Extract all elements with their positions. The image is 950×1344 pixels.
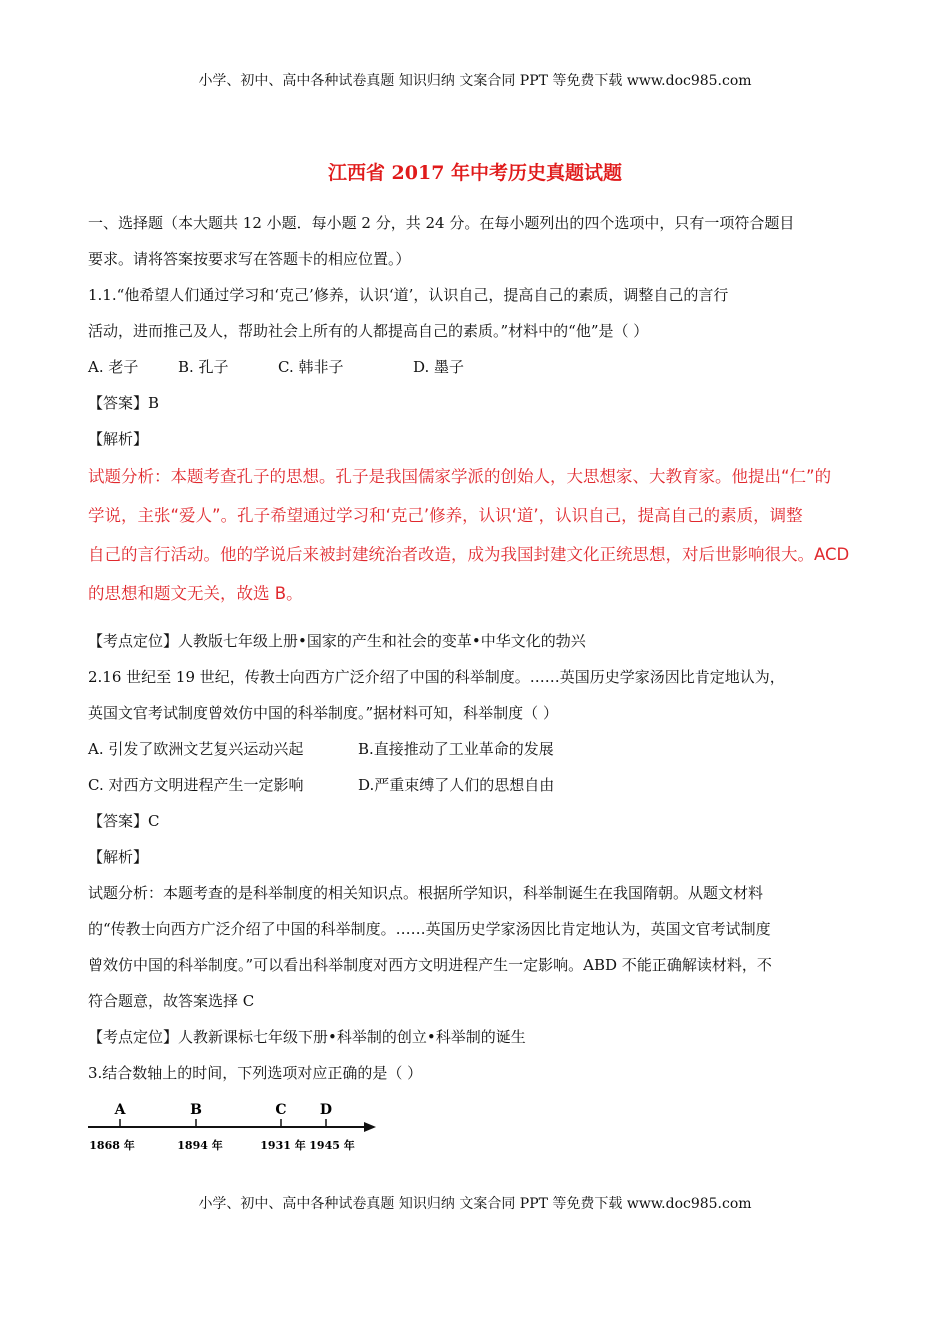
- q2-point: 【考点定位】人教新课标七年级下册•科举制的创立•科举制的诞生: [88, 1028, 526, 1046]
- q1-answer: 【答案】B: [88, 394, 160, 412]
- section-intro-line-1: 一、选择题（本大题共 12 小题．每小题 2 分，共 24 分。在每小题列出的四个选项中，只有一项符合题目: [88, 214, 795, 232]
- q1-stem-line-1: 1.1.“他希望人们通过学习和‘克己’修养，认识‘道’，认识自己，提高自己的素质，调整自己的言行: [88, 286, 729, 304]
- timeline-arrow-icon: [364, 1122, 376, 1132]
- page-footer: 小学、初中、高中各种试卷真题 知识归纳 文案合同 PPT 等免费下载 www.doc985.com: [198, 1196, 752, 1212]
- timeline-letter-b: B: [190, 1102, 202, 1118]
- q2-analysis-line-2: 的“传教士向西方广泛介绍了中国的科举制度。……英国历史学家汤因比肯定地认为，英国文官考试制度: [88, 920, 771, 938]
- page-header: 小学、初中、高中各种试卷真题 知识归纳 文案合同 PPT 等免费下载 www.doc985.com: [198, 73, 752, 89]
- q2-analysis-label: 【解析】: [88, 848, 149, 866]
- q1-option-c: C. 韩非子: [278, 358, 344, 376]
- q1-point: 【考点定位】人教版七年级上册•国家的产生和社会的变革•中华文化的勃兴: [88, 632, 586, 650]
- timeline-year-1931: 1931 年: [260, 1139, 306, 1152]
- q2-analysis-line-1: 试题分析：本题考查的是科举制度的相关知识点。根据所学知识，科举制诞生在我国隋朝。从题文材料: [88, 884, 764, 902]
- q1-analysis-line-1: 试题分析：本题考查孔子的思想。孔子是我国儒家学派的创始人，大思想家、大教育家。他提出“仁”的: [88, 467, 832, 486]
- q1-stem-line-2: 活动，进而推己及人，帮助社会上所有的人都提高自己的素质。”材料中的“他”是（ ）: [88, 322, 649, 340]
- q1-option-a: A. 老子: [88, 358, 139, 376]
- q1-analysis-line-2: 学说，主张“爱人”。孔子希望通过学习和‘克己’修养，认识‘道’，认识自己，提高自己的素质，调整: [88, 506, 803, 525]
- document-title: 江西省 2017 年中考历史真题试题: [327, 162, 623, 184]
- q1-analysis-label: 【解析】: [88, 430, 149, 448]
- q2-option-d: D.严重束缚了人们的思想自由: [358, 776, 555, 794]
- q2-option-c: C. 对西方文明进程产生一定影响: [88, 776, 304, 794]
- q1-option-d: D. 墨子: [413, 358, 465, 376]
- timeline-year-1945: 1945 年: [309, 1139, 355, 1152]
- timeline-year-1868: 1868 年: [89, 1139, 135, 1152]
- document-body: [88, 205, 863, 1161]
- q2-option-a: A. 引发了欧洲文艺复兴运动兴起: [88, 740, 304, 758]
- timeline-letter-d: D: [319, 1102, 333, 1118]
- q1-analysis-line-3: 自己的言行活动。他的学说后来被封建统治者改造，成为我国封建文化正统思想，对后世影响很大。ACD: [88, 545, 850, 564]
- q2-option-b: B.直接推动了工业革命的发展: [358, 740, 554, 758]
- q1-analysis-line-4: 的思想和题文无关，故选 B。: [88, 584, 303, 603]
- q2-answer: 【答案】C: [88, 812, 160, 830]
- q2-options-row-2: [88, 767, 863, 803]
- timeline-letter-a: A: [114, 1102, 126, 1118]
- section-intro-line-2: 要求。请将答案按要求写在答题卡的相应位置。）: [88, 250, 411, 268]
- q1-option-b: B. 孔子: [178, 358, 229, 376]
- q3-timeline: [88, 1091, 863, 1161]
- q2-options-row-1: [88, 731, 863, 767]
- q1-options: [88, 349, 863, 385]
- timeline-letter-c: C: [275, 1102, 287, 1118]
- q2-analysis-line-3: 曾效仿中国的科举制度。”可以看出科举制度对西方文明进程产生一定影响。ABD 不能正确解读材料，不: [88, 956, 772, 974]
- timeline-figure: [88, 1099, 408, 1161]
- timeline-year-1894: 1894 年: [177, 1139, 223, 1152]
- q2-stem-line-2: 英国文官考试制度曾效仿中国的科举制度。”据材料可知，科举制度（ ）: [88, 704, 558, 722]
- q2-stem-line-1: 2.16 世纪至 19 世纪，传教士向西方广泛介绍了中国的科举制度。……英国历史学家汤因比肯定地认为，: [88, 668, 785, 686]
- q3-stem: 3.结合数轴上的时间，下列选项对应正确的是（ ）: [88, 1064, 423, 1082]
- q2-analysis-line-4: 符合题意，故答案选择 C: [88, 992, 255, 1010]
